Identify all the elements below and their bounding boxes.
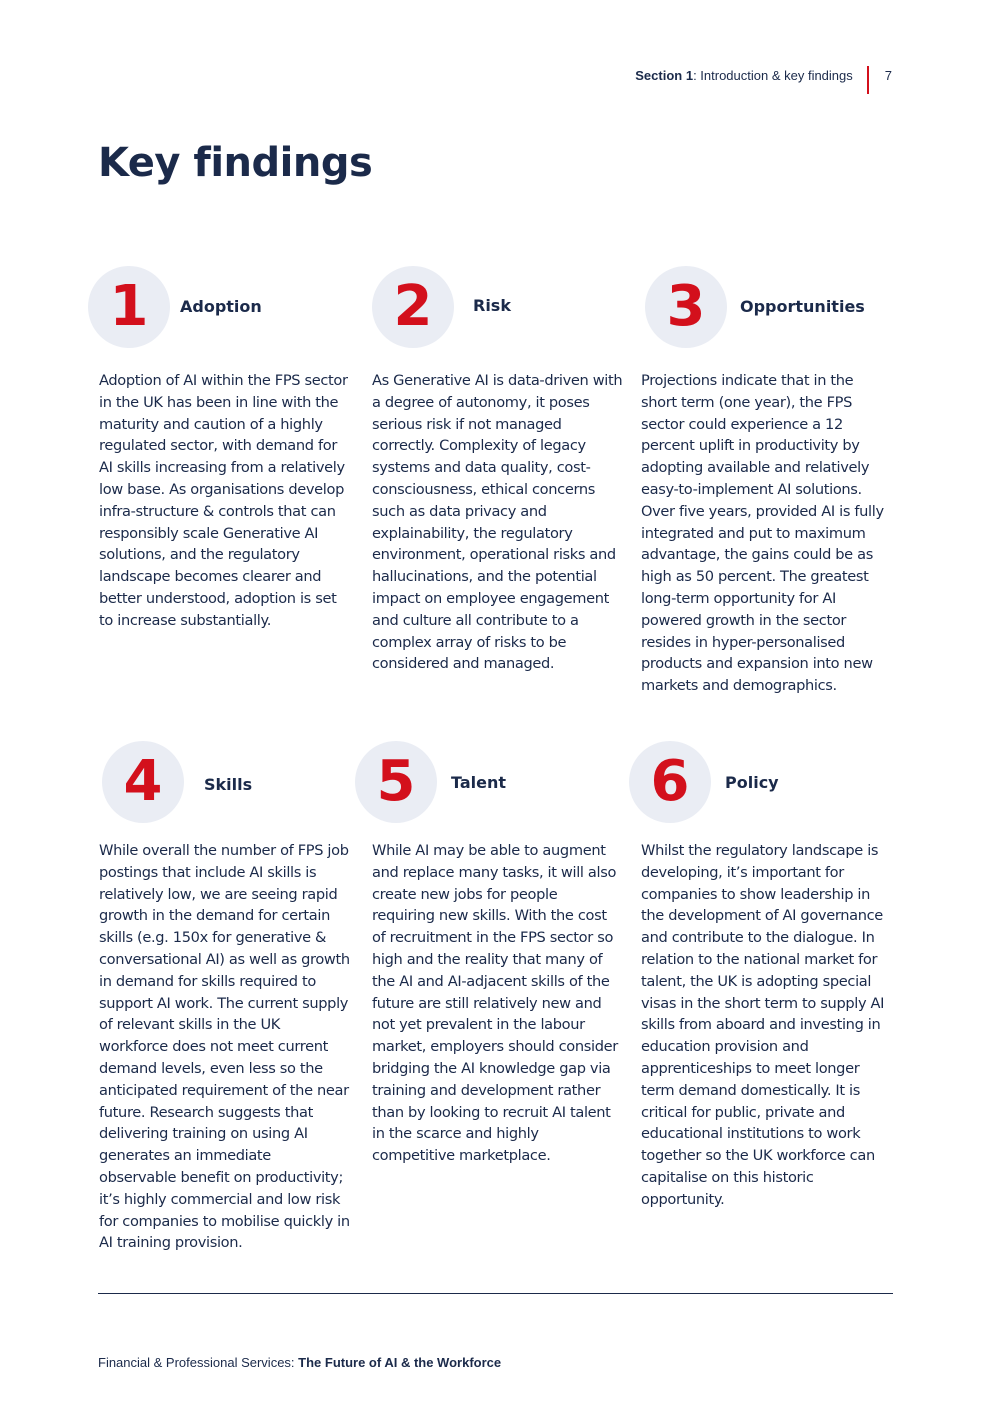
number-badge: 3 xyxy=(645,266,727,348)
finding-text: Whilst the regulatory landscape is developing, it’s important for companies to show leadership in the development of AI governance and contribute to the dialogue. In relation to the national market for talent, the UK is adopting special visas in the short term to supply AI skills from aboard and investing in education provision and apprenticeships to meet longer term demand domestically. It is critical for public, private and educational institutions to work together so the UK workforce can capitalise on this historic opportunity. xyxy=(641,842,885,1208)
footer-title: The Future of AI & the Workforce xyxy=(298,1355,502,1370)
header-divider xyxy=(867,66,869,94)
finding-label: Skills xyxy=(204,775,253,794)
footer-prefix: Financial & Professional Services: xyxy=(98,1355,299,1370)
footer xyxy=(98,1355,501,1370)
section-title: : Introduction & key findings xyxy=(693,68,853,83)
finding-text: While overall the number of FPS job postings that include AI skills is relatively low, we are seeing rapid growth in the demand for certain skills (e.g. 150x for generative & conversational AI) as well as growth in demand for skills required to support AI work. The current supply of relevant skills in the UK workforce does not meet current demand levels, even less so the anticipated requirement of the near future. Research suggests that delivering training on using AI generates an immediate observable benefit on productivity; it’s highly commercial and low risk for companies to mobilise quickly in AI training provision. xyxy=(99,842,350,1252)
number-badge: 4 xyxy=(102,741,184,823)
page-title: Key findings xyxy=(98,140,373,186)
page-number: 7 xyxy=(884,68,892,83)
number-badge: 1 xyxy=(88,266,170,348)
footer-rule xyxy=(98,1293,893,1294)
finding-text: Projections indicate that in the short term (one year), the FPS sector could experience a 12 percent uplift in productivity by adopting available and relatively easy-to-implement AI solutions. Over five years, provided AI is fully integrated and put to maximum advantage, the gains could be as high as 50 percent. The greatest long-term opportunity for AI powered growth in the sector resides in hyper-personalised products and expansion into new markets and demographics. xyxy=(641,372,884,695)
running-header xyxy=(635,68,892,94)
finding-text: As Generative AI is data-driven with a degree of autonomy, it poses serious risk if not managed correctly. Complexity of legacy systems and data quality, cost-consciousness, ethical concerns such as data privacy and explainability, the regulatory environment, operational risks and hallucinations, and the potential impact on employee engagement and culture all contribute to a complex array of risks to be considered and managed. xyxy=(372,372,623,673)
finding-label: Policy xyxy=(725,773,779,792)
finding-text: While AI may be able to augment and replace many tasks, it will also create new jobs for people requiring new skills. With the cost of recruitment in the FPS sector so high and the reality that many of the AI and AI-adjacent skills of the future are still relatively new and not yet prevalent in the labour market, employers should consider bridging the AI knowledge gap via training and development rather than by looking to recruit AI talent in the scarce and highly competitive marketplace. xyxy=(372,842,618,1165)
finding-label: Risk xyxy=(473,296,511,315)
number-badge: 6 xyxy=(629,741,711,823)
section-label: Section 1 xyxy=(635,68,694,83)
finding-label: Talent xyxy=(451,773,507,792)
number-badge: 5 xyxy=(355,741,437,823)
number-badge: 2 xyxy=(372,266,454,348)
finding-label: Opportunities xyxy=(740,297,865,316)
finding-label: Adoption xyxy=(180,297,262,316)
finding-text: Adoption of AI within the FPS sector in the UK has been in line with the maturity and caution of a highly regulated sector, with demand for AI skills increasing from a relatively low base. As organisations develop infra-structure & controls that can responsibly scale Generative AI solutions, and the regulatory landscape becomes clearer and better understood, adoption is set to increase substantially. xyxy=(99,372,348,629)
